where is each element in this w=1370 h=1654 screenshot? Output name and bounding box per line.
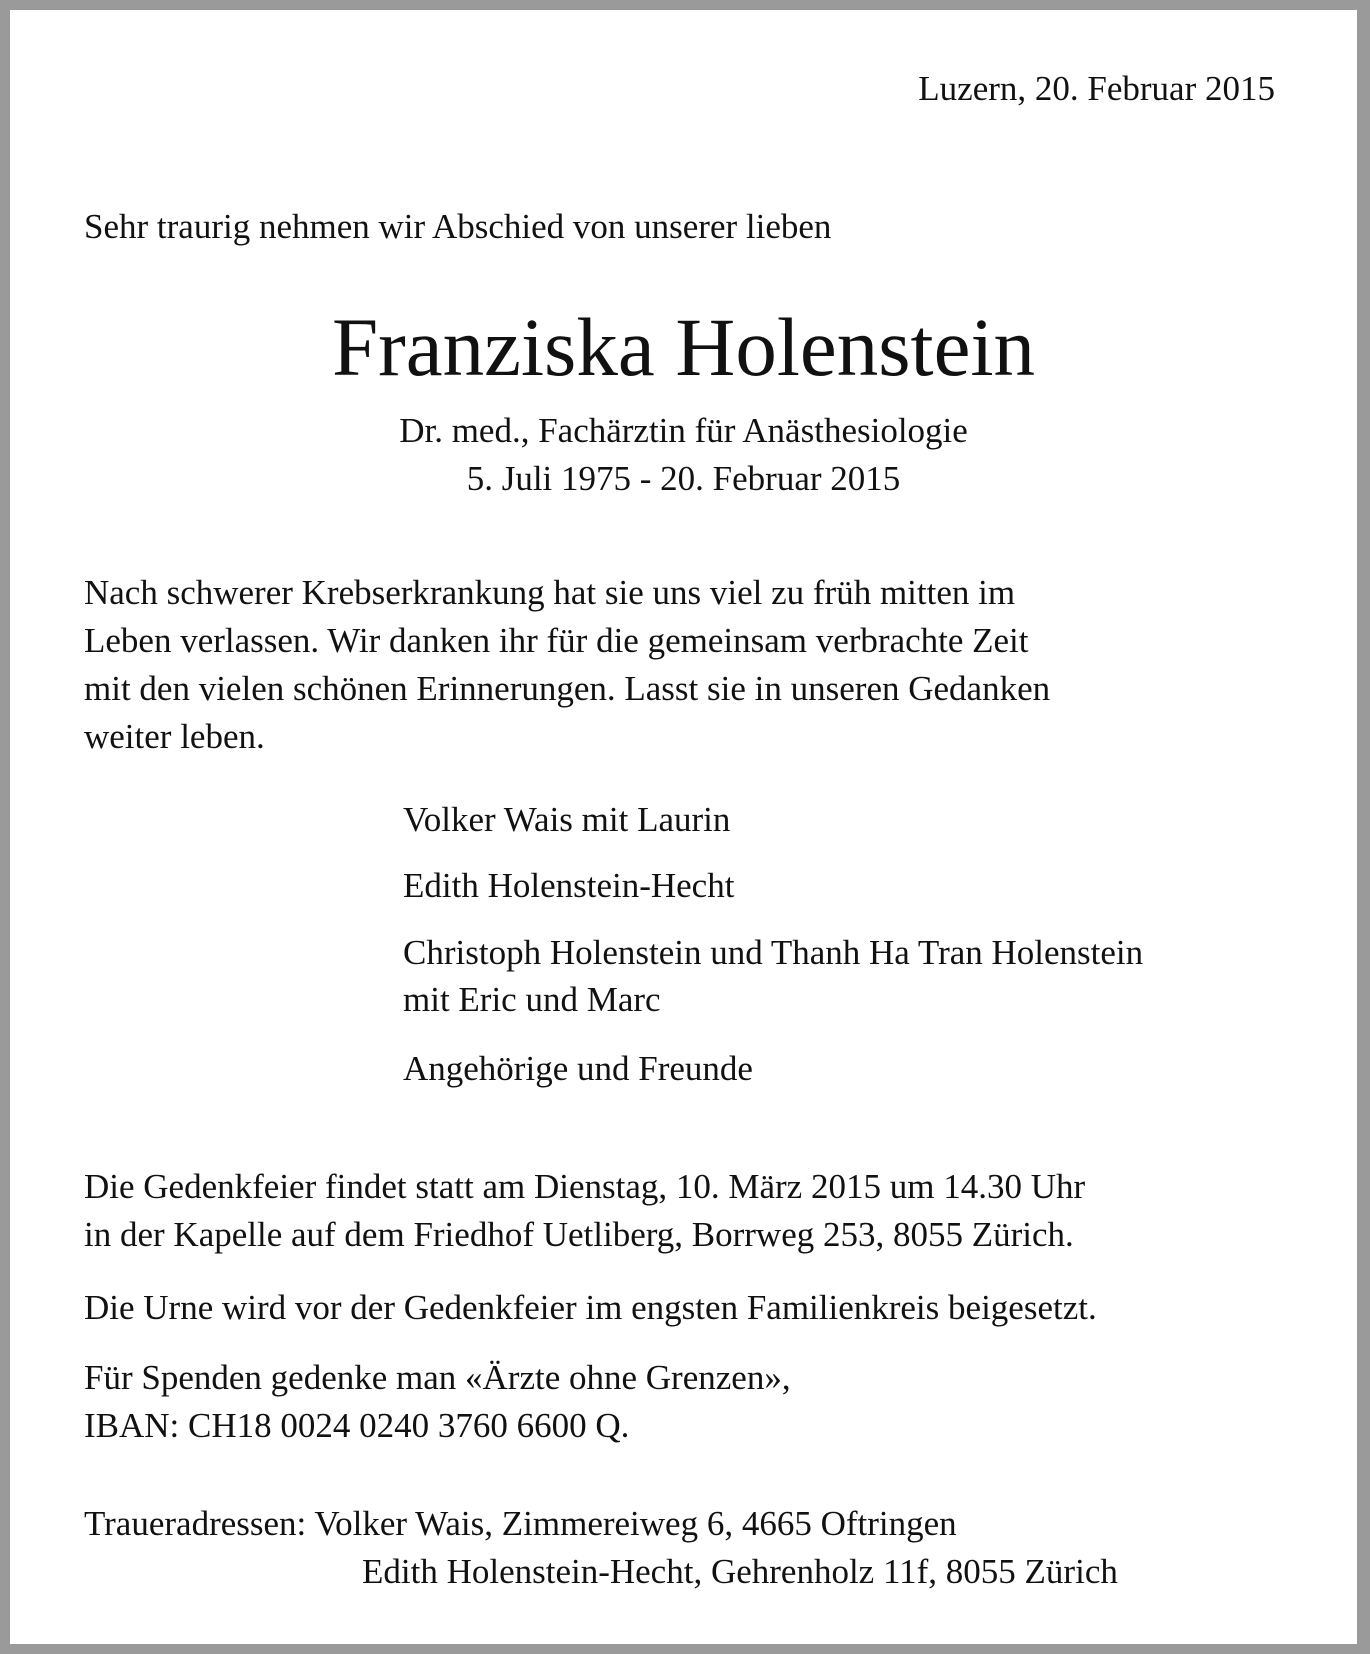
deceased-lifespan: 5. Juli 1975 - 20. Februar 2015 <box>466 459 901 498</box>
deceased-name: Franziska Holenstein <box>331 301 1036 393</box>
mourning-address-1: Traueradressen: Volker Wais, Zimmereiweg 6, 4665 Oftringen <box>84 1504 957 1543</box>
place-date: Luzern, 20. Februar 2015 <box>918 69 1275 108</box>
mourner: Edith Holenstein-Hecht <box>403 866 735 905</box>
mourning-address-2: Edith Holenstein-Hecht, Gehrenholz 11f, 8055 Zürich <box>362 1552 1118 1591</box>
ceremony-line: in der Kapelle auf dem Friedhof Uetliberg, Borrweg 253, 8055 Zürich. <box>84 1215 1074 1254</box>
donation-paragraph <box>84 1354 791 1450</box>
obituary-page <box>10 10 1357 1644</box>
donation-line: IBAN: CH18 0024 0240 3760 6600 Q. <box>84 1406 630 1445</box>
deceased-title: Dr. med., Fachärztin für Anästhesiologie <box>399 411 968 450</box>
mourner: Volker Wais mit Laurin <box>403 800 731 839</box>
ceremony-line: Die Gedenkfeier findet statt am Dienstag, 10. März 2015 um 14.30 Uhr <box>84 1167 1086 1206</box>
intro-text: Sehr traurig nehmen wir Abschied von unserer lieben <box>84 207 832 246</box>
ceremony-paragraph <box>84 1163 1085 1259</box>
donation-line: Für Spenden gedenke man «Ärzte ohne Grenzen», <box>84 1358 791 1397</box>
mourner: mit Eric und Marc <box>403 980 661 1019</box>
message-paragraph <box>84 569 1234 761</box>
mourner: Angehörige und Freunde <box>403 1049 753 1088</box>
message-line: Leben verlassen. Wir danken ihr für die gemeinsam verbrachte Zeit <box>84 621 1029 660</box>
message-line: Nach schwerer Krebserkrankung hat sie uns viel zu früh mitten im <box>84 573 1016 612</box>
urn-paragraph: Die Urne wird vor der Gedenkfeier im engsten Familienkreis beigesetzt. <box>84 1288 1097 1327</box>
mourner: Christoph Holenstein und Thanh Ha Tran Holenstein <box>403 933 1144 972</box>
message-line: weiter leben. <box>84 717 265 756</box>
message-line: mit den vielen schönen Erinnerungen. Lasst sie in unseren Gedanken <box>84 669 1051 708</box>
